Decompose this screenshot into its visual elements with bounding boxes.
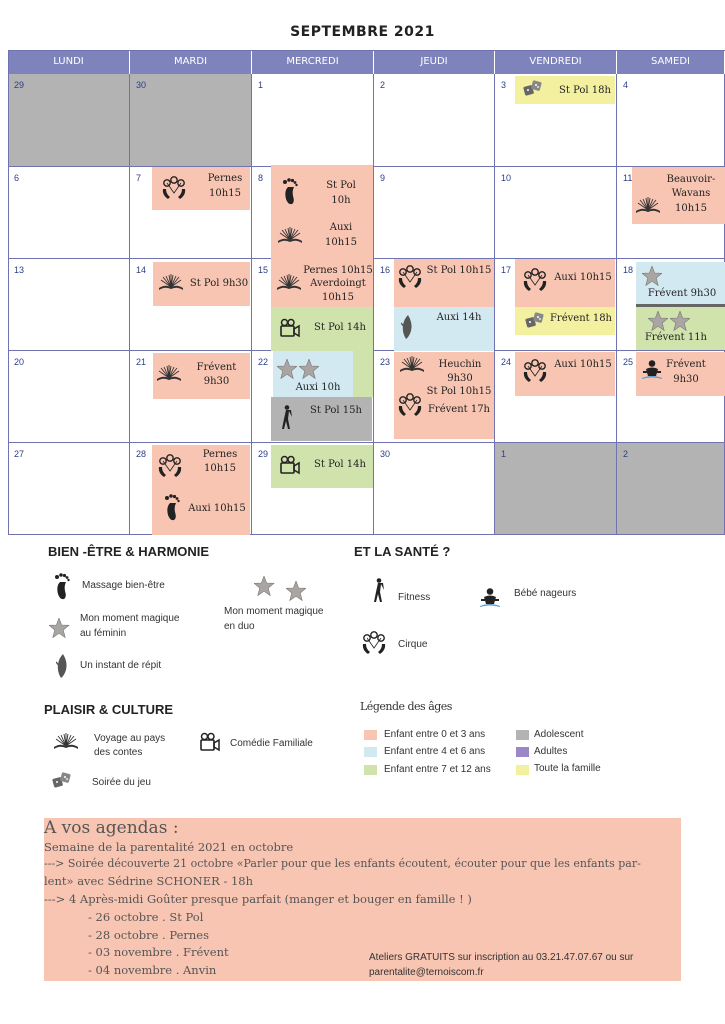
star-icon [648,311,668,331]
day-number: 15 [258,265,269,275]
star-icon [277,359,297,379]
dice-icon [523,80,543,98]
baby-swimmer-icon [480,588,500,608]
weekday-monday: LUNDI [8,50,130,74]
event-pernes-1015[interactable]: Pernes 10h15 [152,167,250,210]
book-icon [157,274,185,292]
day-cell[interactable] [495,167,617,259]
section-sante: ET LA SANTÉ ? [354,544,451,559]
foot-icon [280,177,300,207]
book-icon [398,356,426,374]
day-cell[interactable] [252,74,374,167]
leaf-icon [56,654,72,680]
day-cell[interactable] [617,443,725,535]
day-number: 29 [14,80,25,90]
day-cell[interactable] [374,443,495,535]
star-icon [670,311,690,331]
event-frevent-930-b[interactable]: Frévent 9h30 [153,353,250,399]
juggling-icon [521,267,549,293]
event-pernes-averdoingt[interactable]: Pernes 10h15 Averdoingt 10h15 [271,259,373,307]
event-auxi-1015-b[interactable]: Auxi 10h15 [515,352,615,396]
section-plaisir: PLAISIR & CULTURE [44,702,174,717]
book-icon [634,197,662,215]
day-number: 18 [623,265,634,275]
day-number: 13 [14,265,25,275]
legend-voyage-1: Voyage au pays [94,733,166,744]
day-number: 22 [258,357,269,367]
juggling-icon [156,453,184,479]
weekday-thursday: JEUDI [374,50,495,74]
age-swatch-ado [516,730,529,740]
book-icon [275,274,303,292]
agenda-line: - 26 octobre . St Pol [88,910,204,924]
day-cell[interactable] [8,443,130,535]
day-number: 8 [258,173,264,183]
day-cell[interactable] [8,167,130,259]
leaf-icon [401,315,417,341]
day-number: 29 [258,449,269,459]
event-stpol-14h-b[interactable]: St Pol 14h [271,445,373,488]
event-stpol-1015[interactable]: St Pol 10h15 [394,259,494,307]
day-number: 25 [623,357,634,367]
event-stpol-14h[interactable]: St Pol 14h [271,307,373,351]
juggling-icon [160,175,188,201]
agenda-line: - 03 novembre . Frévent [88,945,229,959]
agenda-line: ---> Soirée découverte 21 octobre «Parler pour que les enfants écoutent, écouter pour que les enfants par- [44,857,641,870]
legend-fitness: Fitness [398,592,431,603]
runner-icon [372,578,386,606]
age-label-famille: Toute la famille [534,763,601,774]
juggling-icon [360,630,388,656]
event-beauvoir-wavans[interactable]: Beauvoir- Wavans 10h15 [632,167,725,224]
day-cell[interactable] [617,74,725,167]
legend-feminin-2: au féminin [80,628,127,639]
event-green-block [353,351,373,397]
book-icon [52,733,80,751]
star-icon [286,581,306,601]
legend-duo-1: Mon moment magique [224,606,324,617]
section-bien-etre: BIEN -ÊTRE & HARMONIE [48,544,210,559]
day-number: 1 [258,80,264,90]
ateliers-email[interactable]: parentalite@ternoiscom.fr [369,967,484,978]
calendar-title: SEPTEMBRE 2021 [290,24,435,40]
baby-swimmer-icon [642,360,662,380]
age-label-ado: Adolescent [534,729,584,740]
ateliers-line-1: Ateliers GRATUITS sur inscription au 03.21.47.07.67 ou sur [369,952,634,963]
legend-massage: Massage bien-être [82,580,165,591]
day-number: 7 [136,173,142,183]
agenda-box [44,818,681,981]
legend-voyage-2: des contes [94,747,143,758]
day-cell[interactable] [8,259,130,351]
age-swatch-0-3 [364,730,377,740]
age-label-7-12: Enfant entre 7 et 12 ans [384,764,491,775]
event-auxi-10h[interactable]: Auxi 10h [273,351,353,397]
dice-icon [52,772,80,796]
agenda-line: lent» avec Sédrine SCHONER - 18h [44,874,254,888]
age-swatch-7-12 [364,765,377,775]
dice-icon [525,312,545,330]
weekday-wednesday: MERCREDI [252,50,374,74]
day-number: 28 [136,449,147,459]
runner-icon [280,405,294,433]
weekday-tuesday: MARDI [130,50,252,74]
ateliers-info [369,950,633,980]
age-label-0-3: Enfant entre 0 et 3 ans [384,729,486,740]
event-frevent-930[interactable]: Frévent 9h30 [636,262,725,304]
day-cell[interactable] [130,74,252,167]
legend-cirque: Cirque [398,639,428,650]
agenda-line: - 28 octobre . Pernes [88,928,210,942]
day-number: 17 [501,265,512,275]
event-pernes-auxi[interactable]: Pernes 10h15 Auxi 10h15 [152,445,250,535]
day-number: 6 [14,173,20,183]
camera-icon [280,455,300,475]
age-swatch-famille [516,765,529,775]
legend-soiree: Soirée du jeu [92,777,151,788]
weekday-friday: VENDREDI [495,50,617,74]
day-cell[interactable] [374,167,495,259]
day-number: 24 [501,357,512,367]
foot-icon [52,572,72,602]
juggling-icon [396,264,424,290]
juggling-icon [396,392,424,418]
event-auxi-14h[interactable]: Auxi 14h [394,307,494,351]
weekday-saturday: SAMEDI [617,50,725,74]
star-icon [299,359,319,379]
day-number: 4 [623,80,629,90]
day-number: 30 [136,80,147,90]
agenda-line: - 04 novembre . Anvin [88,963,217,977]
day-number: 30 [380,449,391,459]
day-number: 16 [380,265,391,275]
agenda-line: Semaine de la parentalité 2021 en octobre [44,840,294,854]
foot-icon [162,493,182,523]
age-label-adultes: Adultes [534,746,568,757]
age-swatch-adultes [516,747,529,757]
legend-comedie: Comédie Familiale [230,738,313,749]
event-stpol-10h[interactable]: St Pol 10h Auxi 10h15 [271,165,373,259]
star-icon [642,266,662,286]
day-number: 27 [14,449,25,459]
day-cell[interactable] [8,351,130,443]
event-stpol-18h[interactable]: St Pol 18h [515,76,615,104]
camera-icon [200,732,220,752]
legend-duo-2: en duo [224,621,255,632]
day-cell[interactable] [8,74,130,167]
event-stpol-15h[interactable]: St Pol 15h [271,397,372,441]
age-label-4-6: Enfant entre 4 et 6 ans [384,746,486,757]
event-heuchin[interactable]: Heuchin 9h30 St Pol 10h15 Frévent 17h [394,352,494,439]
legend-ages-title: Légende des âges [360,700,452,713]
book-icon [155,365,183,383]
day-number: 10 [501,173,512,183]
agenda-line: ---> 4 Après-midi Goûter presque parfait (manger et bouger en famille ! ) [44,892,472,906]
star-icon [49,618,71,640]
day-number: 2 [380,80,386,90]
day-cell[interactable] [374,74,495,167]
event-auxi-1015[interactable]: Auxi 10h15 [515,259,615,307]
event-frevent-18h[interactable]: Frévent 18h [515,307,615,335]
star-icon [254,576,278,600]
event-stpol-930[interactable]: St Pol 9h30 [153,262,250,306]
event-frevent-11h[interactable]: Frévent 11h [636,307,725,350]
day-number: 23 [380,357,391,367]
day-number: 20 [14,357,25,367]
day-number: 1 [501,449,507,459]
day-number: 3 [501,80,507,90]
agenda-heading: A vos agendas : [44,818,179,838]
day-number: 9 [380,173,386,183]
juggling-icon [521,358,549,384]
day-cell[interactable] [495,443,617,535]
legend-feminin-1: Mon moment magique [80,613,180,624]
day-number: 14 [136,265,147,275]
day-number: 21 [136,357,147,367]
legend-bebe: Bébé nageurs [514,588,577,599]
legend-repit: Un instant de répit [80,660,162,671]
book-icon [276,227,304,245]
day-number: 2 [623,449,629,459]
event-frevent-930-c[interactable]: Frévent 9h30 [636,352,725,396]
age-swatch-4-6 [364,747,377,757]
day-number: 11 [623,173,633,183]
camera-icon [280,318,300,338]
